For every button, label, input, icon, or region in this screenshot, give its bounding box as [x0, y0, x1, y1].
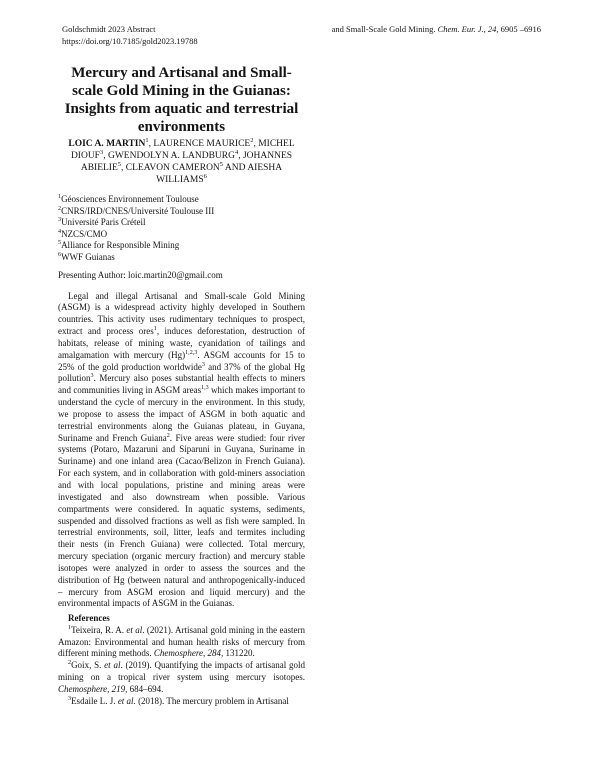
affiliation-text: Université Paris Créteil [61, 217, 146, 227]
affiliation-text: Alliance for Responsible Mining [61, 240, 180, 250]
affiliation-number: 5 [58, 240, 62, 246]
presenting-author-label: Presenting Author: [58, 270, 128, 280]
title-line-1: Mercury and Artisanal and Small- [71, 65, 292, 81]
affiliation-list [58, 194, 305, 263]
presenting-author-email[interactable]: loic.martin20@gmail.com [128, 270, 223, 280]
affiliation-number: 1 [58, 194, 62, 200]
header-left [62, 24, 198, 47]
reference-item-3: $^3$Esdaile L. J. et al. (2018). The mercury problem in Artisanal [68, 695, 289, 706]
affiliation-text: CNRS/IRD/CNES/Université Toulouse III [61, 205, 215, 216]
author-list: LOIC A. MARTIN$^1$, LAURENCE MAURICE$^2$, MICHEL DIOUF$^3$, GWENDOLYN A. LANDBURG$^4$, JOHANNES ABIELIE$^5$, CLEAVON CAMERON$^5$ AND AIESHA WILLIAMS$^6$ [68, 136, 295, 185]
abstract-column [58, 64, 305, 708]
affiliation-3 [58, 217, 305, 229]
affiliation-1 [58, 194, 305, 206]
affiliation-2 [58, 206, 305, 218]
reference-item-1: $^1$Teixeira, R. A. et al. (2021). Artisanal gold mining in the eastern Amazon: Environmental and human health risks of mercury from different mining methods. Chemosphere, 284, 131220. [58, 624, 306, 659]
affiliation-5 [58, 240, 305, 252]
reference-item-2: $^2$Goix, S. et al. (2019). Quantifying the impacts of artisanal gold mining on a tropical river system using mercury isotopes. Chemosphere, 219, 684–694. [58, 660, 305, 694]
abstract-paragraph: Legal and illegal Artisanal and Small-scale Gold Mining (ASGM) is a widespread activity highly developed in Southern countries. This activity uses rudimentary techniques to prospect, extract and process ores$^1$, induces deforestation, destruction of habitats, release of mining waste, cyanidation of tailings and amalgamation with mercury $(Hg)^{1,2,3}$. ASGM accounts for 15 to 25% of the gold production worldwide$^3$ and 37% of the global Hg pollution$^3$. Mercury also poses substantial health effects to miners and communities living in ASGM areas$^{1,3}$ which makes important to understand the cycle of mercury in the environment. In this study, we propose to assess the impact of ASGM in both aquatic and terrestrial environments along the Guianas plateau, in Guyana, Suriname and French Guiana$^2$. Five areas were studied: four river systems (Potaro, Mazaruni and Siparuni in Guyana, Suriname in Suriname) and one inland area (Cacao/Belizon in French Guiana). For each system, and in collaboration with gold-miners association and with local populations, pristine and mining areas were investigated and also downstream when possible. Various compartments were considered. In aquatic systems, sediments, suspended and dissolved fractions as well as fish were sampled. In terrestrial environments, soil, litter, leafs and termites including their nests (in French Guiana) were collected. Total mercury, mercury speciation (organic mercury fraction) and mercury stable isotopes were analyzed in order to assess the sources and the distribution of Hg (between natural and anthropogenically-induced – mercury from ASGM erosion and liquid mercury) and the environmental impacts of ASGM in the Guianas. [58, 290, 306, 609]
title-line-2: scale Gold Mining in the Guianas: [72, 83, 291, 99]
affiliation-text: Géosciences Environnement Toulouse [61, 194, 199, 204]
header-doi-link[interactable]: https://doi.org/10.7185/gold2023.19788 [62, 35, 198, 46]
affiliation-text: NZCS/CMO [61, 228, 108, 239]
header-right-reference-continuation: and Small-Scale Gold Mining. Chem. Eur. J., 24, 6905 –6916 [331, 24, 541, 34]
references-heading: References [68, 613, 110, 624]
presenting-author-line [58, 270, 305, 282]
title-line-4: environments [137, 119, 226, 135]
title-line-3: Insights from aquatic and terrestrial [64, 101, 299, 117]
affiliation-number: 4 [58, 228, 62, 235]
affiliation-6 [58, 252, 305, 264]
affiliation-number: 2 [58, 205, 62, 212]
affiliation-number: 6 [58, 251, 62, 258]
affiliation-number: 3 [58, 217, 62, 223]
affiliation-4 [58, 229, 305, 241]
paper-title [58, 64, 305, 136]
affiliation-text: WWF Guianas [61, 251, 115, 262]
header-publication: Goldschmidt 2023 Abstract [62, 24, 156, 34]
